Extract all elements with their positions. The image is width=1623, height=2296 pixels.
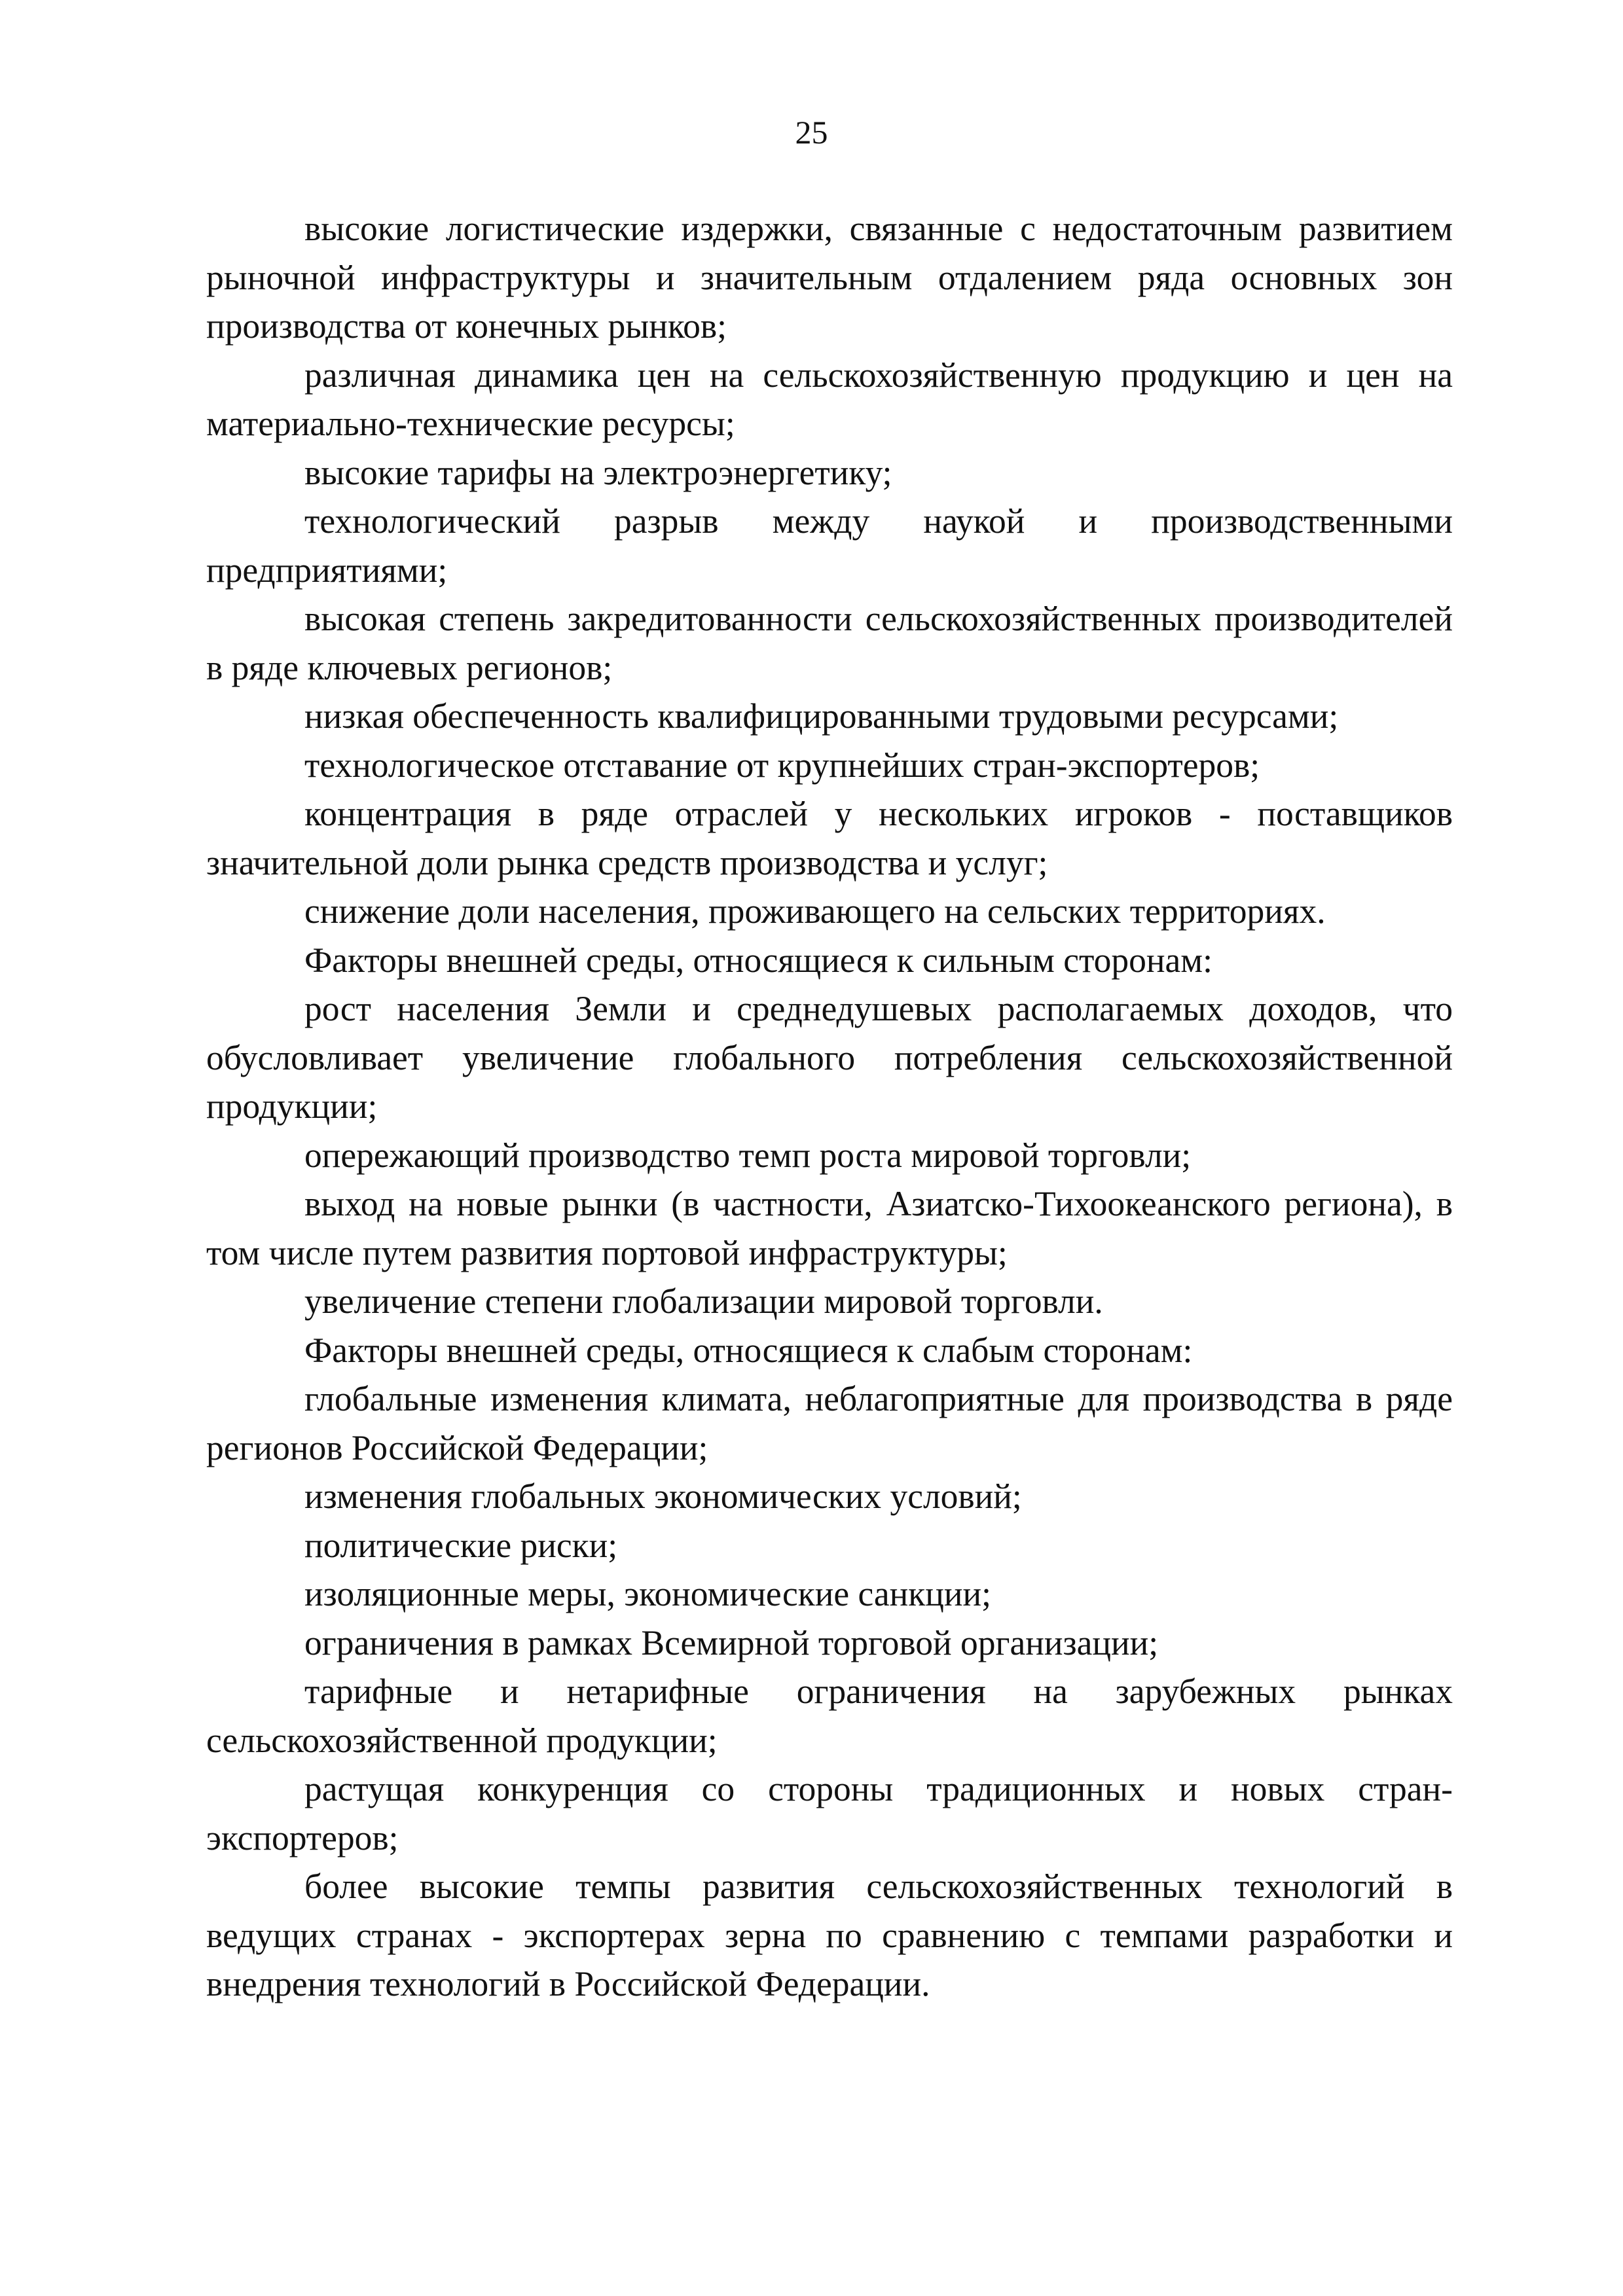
paragraph: ограничения в рамках Всемирной торговой организации; bbox=[304, 1623, 1159, 1662]
paragraph: глобальные изменения климата, неблагоприятные для производства в ряде регионов Российской Федерации; bbox=[206, 1379, 1453, 1467]
paragraph: изменения глобальных экономических условий; bbox=[304, 1477, 1022, 1516]
paragraph: опережающий производство темп роста мировой торговли; bbox=[304, 1135, 1192, 1175]
paragraph: более высокие темпы развития сельскохозяйственных технологий в ведущих странах - экспортерах зерна по сравнению с темпами разработки и внедрения технологий в Российской Федерации. bbox=[206, 1867, 1453, 2003]
page-number: 25 bbox=[795, 114, 828, 151]
section-heading: Факторы внешней среды, относящиеся к слабым сторонам: bbox=[304, 1330, 1193, 1370]
paragraph: политические риски; bbox=[304, 1525, 618, 1565]
paragraph: высокие тарифы на электроэнергетику; bbox=[304, 452, 892, 492]
paragraph: технологический разрыв между наукой и производственными предприятиями; bbox=[206, 501, 1453, 590]
paragraph: низкая обеспеченность квалифицированными трудовыми ресурсами; bbox=[304, 696, 1339, 736]
paragraph: выход на новые рынки (в частности, Азиатско-Тихоокеанского региона), в том числе путем развития портовой инфраструктуры; bbox=[206, 1184, 1453, 1272]
paragraph: снижение доли населения, проживающего на сельских территориях. bbox=[304, 891, 1326, 931]
body-text bbox=[206, 204, 1453, 2009]
paragraph: различная динамика цен на сельскохозяйственную продукцию и цен на материально-технические ресурсы; bbox=[206, 355, 1453, 443]
paragraph: технологическое отставание от крупнейших стран-экспортеров; bbox=[304, 745, 1260, 785]
paragraph: растущая конкуренция со стороны традиционных и новых стран-экспортеров; bbox=[206, 1769, 1453, 1857]
paragraph: тарифные и нетарифные ограничения на зарубежных рынках сельскохозяйственной продукции; bbox=[206, 1672, 1453, 1760]
paragraph: высокая степень закредитованности сельскохозяйственных производителей в ряде ключевых регионов; bbox=[206, 599, 1453, 687]
paragraph: изоляционные меры, экономические санкции; bbox=[304, 1574, 992, 1613]
paragraph: высокие логистические издержки, связанные с недостаточным развитием рыночной инфраструктуры и значительным отдалением ряда основных зон производства от конечных рынков; bbox=[206, 209, 1453, 346]
section-heading: Факторы внешней среды, относящиеся к сильным сторонам: bbox=[304, 940, 1213, 980]
paragraph: концентрация в ряде отраслей у нескольких игроков - поставщиков значительной доли рынка средств производства и услуг; bbox=[206, 794, 1453, 882]
paragraph: увеличение степени глобализации мировой торговли. bbox=[304, 1282, 1103, 1321]
paragraph: рост населения Земли и среднедушевых располагаемых доходов, что обусловливает увеличение глобального потребления сельскохозяйственной продукции; bbox=[206, 989, 1453, 1126]
